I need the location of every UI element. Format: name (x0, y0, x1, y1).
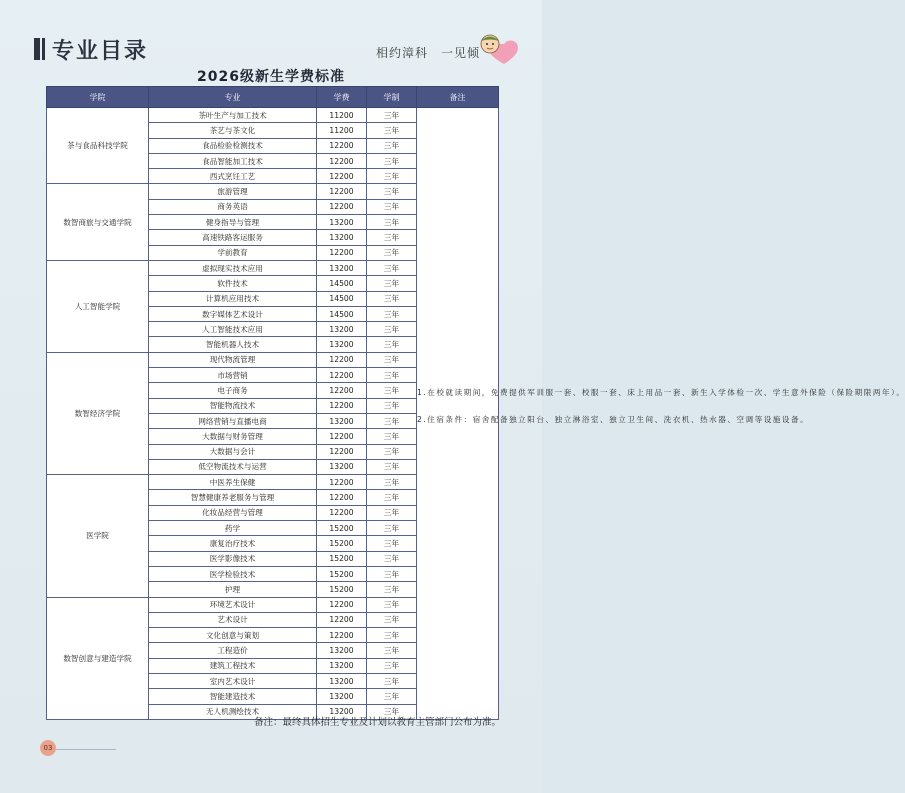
footnote: 备注：最终具体招生专业及计划以教育主管部门公布为准。 (254, 717, 502, 728)
header-fee: 学费 (317, 87, 367, 108)
major-cell: 食品检验检测技术 (149, 138, 317, 153)
mascot-icon (474, 30, 522, 66)
fee-table (46, 86, 905, 720)
college-cell: 数智经济学院 (47, 352, 149, 474)
duration-cell: 三年 (367, 215, 417, 230)
major-cell: 虚拟现实技术应用 (149, 260, 317, 275)
duration-cell: 三年 (367, 276, 417, 291)
header-notes: 备注 (417, 87, 499, 108)
fee-cell: 13200 (317, 673, 367, 688)
fee-cell: 15200 (317, 566, 367, 581)
notes-cell (417, 108, 905, 720)
major-cell: 环境艺术设计 (149, 597, 317, 612)
major-cell: 无人机测绘技术 (149, 704, 317, 719)
major-cell: 智能物流技术 (149, 398, 317, 413)
fee-cell: 13200 (317, 337, 367, 352)
major-cell: 医学检验技术 (149, 566, 317, 581)
major-cell: 药学 (149, 521, 317, 536)
major-cell: 大数据与会计 (149, 444, 317, 459)
major-cell: 文化创意与策划 (149, 628, 317, 643)
duration-cell: 三年 (367, 138, 417, 153)
duration-cell: 三年 (367, 413, 417, 428)
fee-cell: 14500 (317, 306, 367, 321)
major-cell: 商务英语 (149, 199, 317, 214)
major-cell: 工程造价 (149, 643, 317, 658)
major-cell: 中医养生保健 (149, 475, 317, 490)
fee-cell: 12200 (317, 444, 367, 459)
fee-cell: 12200 (317, 597, 367, 612)
fee-cell: 13200 (317, 413, 367, 428)
table-header-row (47, 87, 499, 108)
duration-cell: 三年 (367, 169, 417, 184)
fee-cell: 12200 (317, 138, 367, 153)
fee-cell: 12200 (317, 505, 367, 520)
fee-cell: 13200 (317, 230, 367, 245)
header-college: 学院 (47, 87, 149, 108)
duration-cell: 三年 (367, 612, 417, 627)
major-cell: 网络营销与直播电商 (149, 413, 317, 428)
duration-cell: 三年 (367, 260, 417, 275)
fee-cell: 12200 (317, 383, 367, 398)
fee-cell: 12200 (317, 169, 367, 184)
major-cell: 人工智能技术应用 (149, 322, 317, 337)
duration-cell: 三年 (367, 643, 417, 658)
page-number-rule (56, 749, 116, 750)
fee-cell: 11200 (317, 108, 367, 123)
major-cell: 市场营销 (149, 368, 317, 383)
fee-cell: 12200 (317, 352, 367, 367)
college-cell: 人工智能学院 (47, 260, 149, 352)
college-cell: 数智创意与建造学院 (47, 597, 149, 719)
duration-cell: 三年 (367, 536, 417, 551)
major-cell: 软件技术 (149, 276, 317, 291)
fee-cell: 12200 (317, 490, 367, 505)
major-cell: 食品智能加工技术 (149, 153, 317, 168)
fee-cell: 13200 (317, 322, 367, 337)
college-cell: 数智商旅与交通学院 (47, 184, 149, 260)
duration-cell: 三年 (367, 123, 417, 138)
major-cell: 茶艺与茶文化 (149, 123, 317, 138)
fee-cell: 12200 (317, 612, 367, 627)
major-cell: 学前教育 (149, 245, 317, 260)
fee-cell: 15200 (317, 551, 367, 566)
major-cell: 高速铁路客运服务 (149, 230, 317, 245)
major-cell: 现代物流管理 (149, 352, 317, 367)
major-cell: 旅游管理 (149, 184, 317, 199)
fee-cell: 13200 (317, 215, 367, 230)
duration-cell: 三年 (367, 459, 417, 474)
fee-cell: 15200 (317, 521, 367, 536)
fee-cell: 12200 (317, 475, 367, 490)
duration-cell: 三年 (367, 153, 417, 168)
major-cell: 医学影像技术 (149, 551, 317, 566)
note-paragraph: 1.在校就读期间，免费提供军训服一套、校服一套、床上用品一套、新生入学体检一次、学生意外保险（保险期限两年）。 (417, 388, 905, 398)
fee-cell: 13200 (317, 658, 367, 673)
major-cell: 健身指导与管理 (149, 215, 317, 230)
major-cell: 化妆品经营与管理 (149, 505, 317, 520)
major-cell: 室内艺术设计 (149, 673, 317, 688)
fee-table-body (47, 108, 905, 720)
fee-cell: 13200 (317, 459, 367, 474)
major-cell: 数字媒体艺术设计 (149, 306, 317, 321)
major-cell: 康复治疗技术 (149, 536, 317, 551)
duration-cell: 三年 (367, 673, 417, 688)
page-title: 专业目录 (52, 39, 149, 64)
fee-cell: 14500 (317, 291, 367, 306)
fee-cell: 12200 (317, 199, 367, 214)
duration-cell: 三年 (367, 352, 417, 367)
major-cell: 建筑工程技术 (149, 658, 317, 673)
header-major: 专业 (149, 87, 317, 108)
college-cell: 医学院 (47, 475, 149, 597)
duration-cell: 三年 (367, 505, 417, 520)
fee-cell: 13200 (317, 704, 367, 719)
duration-cell: 三年 (367, 444, 417, 459)
duration-cell: 三年 (367, 704, 417, 719)
major-cell: 大数据与财务管理 (149, 429, 317, 444)
duration-cell: 三年 (367, 368, 417, 383)
duration-cell: 三年 (367, 230, 417, 245)
fee-cell: 15200 (317, 536, 367, 551)
duration-cell: 三年 (367, 597, 417, 612)
title-accent-bar (34, 38, 40, 60)
duration-cell: 三年 (367, 337, 417, 352)
fee-cell: 12200 (317, 628, 367, 643)
duration-cell: 三年 (367, 521, 417, 536)
fee-cell: 12200 (317, 398, 367, 413)
duration-cell: 三年 (367, 306, 417, 321)
duration-cell: 三年 (367, 199, 417, 214)
major-cell: 计算机应用技术 (149, 291, 317, 306)
fee-cell: 13200 (317, 643, 367, 658)
fee-cell: 12200 (317, 184, 367, 199)
fee-cell: 15200 (317, 582, 367, 597)
slogan: 相约漳科 一见倾 (376, 46, 481, 60)
duration-cell: 三年 (367, 322, 417, 337)
page-number: 03 (40, 740, 56, 756)
duration-cell: 三年 (367, 551, 417, 566)
major-cell: 低空物流技术与运营 (149, 459, 317, 474)
note-paragraph: 2.住宿条件：宿舍配备独立阳台、独立淋浴室、独立卫生间、洗衣机、热水器、空调等设施设备。 (417, 415, 810, 425)
fee-cell: 12200 (317, 368, 367, 383)
table-row (47, 108, 499, 123)
major-cell: 智能建造技术 (149, 689, 317, 704)
duration-cell: 三年 (367, 658, 417, 673)
major-cell: 智慧健康养老服务与管理 (149, 490, 317, 505)
fee-cell: 12200 (317, 245, 367, 260)
fee-cell: 13200 (317, 689, 367, 704)
duration-cell: 三年 (367, 490, 417, 505)
major-cell: 电子商务 (149, 383, 317, 398)
title-accent-bar-thin (42, 38, 45, 60)
duration-cell: 三年 (367, 429, 417, 444)
fee-cell: 11200 (317, 123, 367, 138)
college-cell: 茶与食品科技学院 (47, 108, 149, 184)
duration-cell: 三年 (367, 475, 417, 490)
fee-cell: 13200 (317, 260, 367, 275)
header-duration: 学制 (367, 87, 417, 108)
duration-cell: 三年 (367, 398, 417, 413)
duration-cell: 三年 (367, 383, 417, 398)
fee-cell: 12200 (317, 429, 367, 444)
major-cell: 西式烹饪工艺 (149, 169, 317, 184)
fee-cell: 12200 (317, 153, 367, 168)
duration-cell: 三年 (367, 582, 417, 597)
duration-cell: 三年 (367, 184, 417, 199)
table-title: 2026级新生学费标准 (197, 69, 345, 85)
duration-cell: 三年 (367, 108, 417, 123)
major-cell: 艺术设计 (149, 612, 317, 627)
fee-cell: 14500 (317, 276, 367, 291)
major-cell: 智能机器人技术 (149, 337, 317, 352)
duration-cell: 三年 (367, 291, 417, 306)
duration-cell: 三年 (367, 689, 417, 704)
major-cell: 茶叶生产与加工技术 (149, 108, 317, 123)
duration-cell: 三年 (367, 245, 417, 260)
duration-cell: 三年 (367, 566, 417, 581)
duration-cell: 三年 (367, 628, 417, 643)
major-cell: 护理 (149, 582, 317, 597)
